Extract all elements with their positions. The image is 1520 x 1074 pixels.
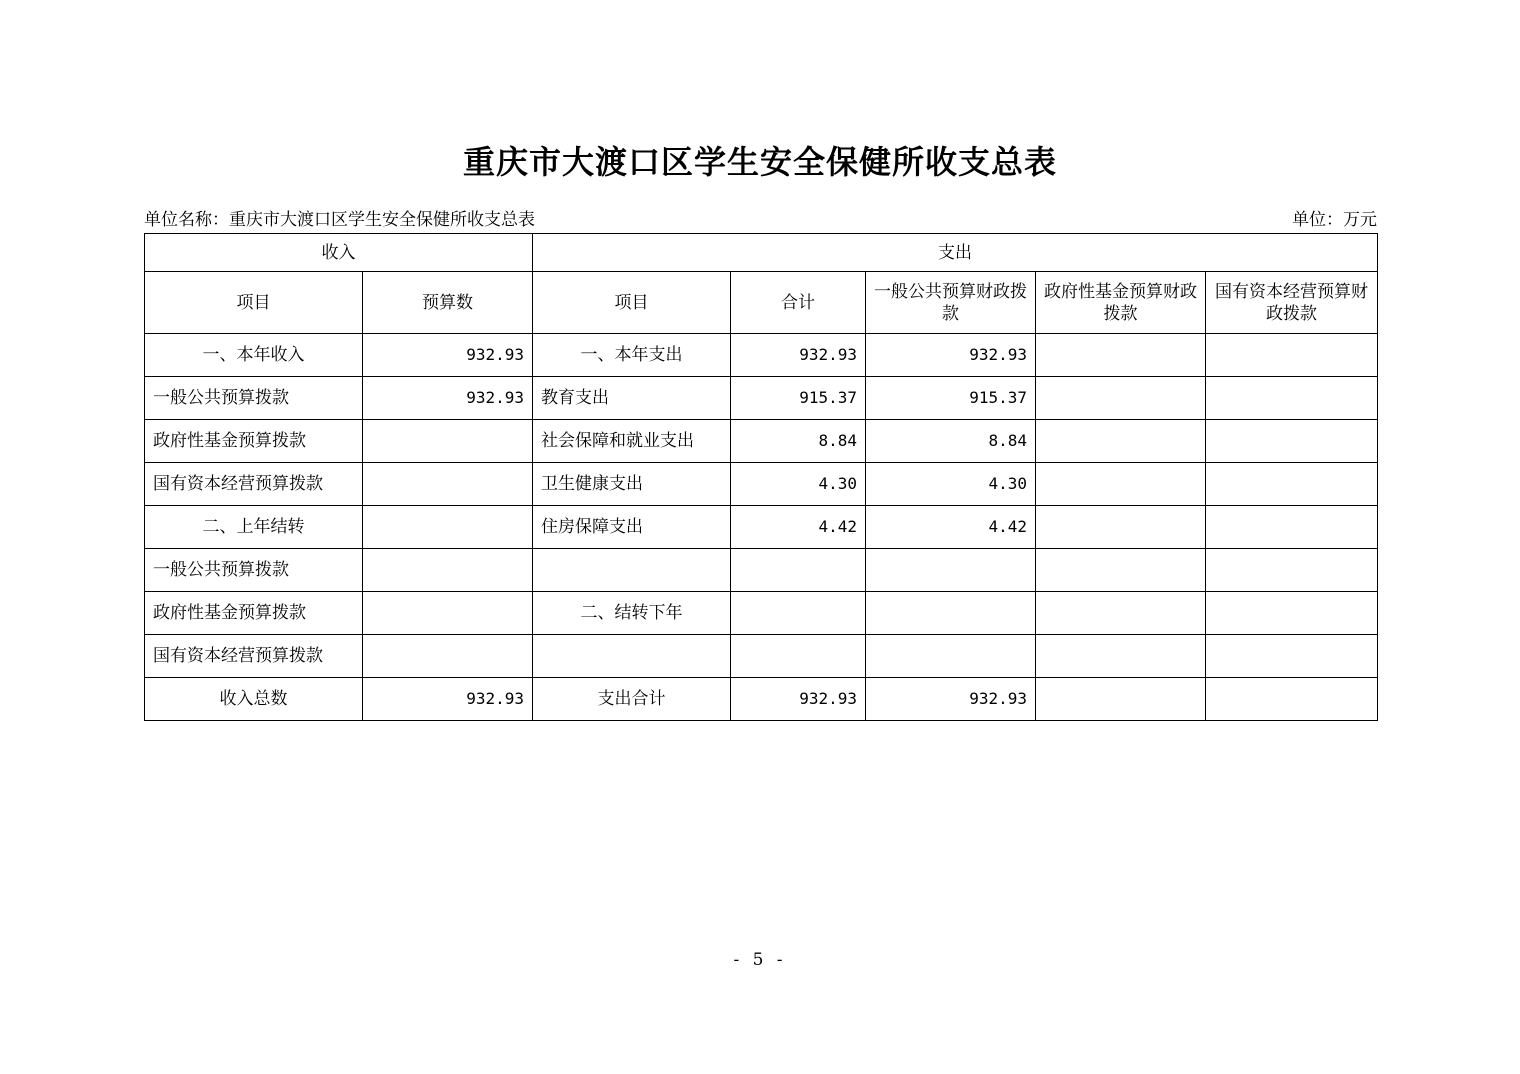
capital-cell xyxy=(1206,592,1378,635)
expense-item-cell: 支出合计 xyxy=(533,678,731,721)
fund-cell xyxy=(1036,549,1206,592)
capital-cell xyxy=(1206,678,1378,721)
table-row xyxy=(145,506,1378,549)
fund-cell xyxy=(1036,635,1206,678)
income-group-header: 收入 xyxy=(145,234,533,272)
gov-fund-header: 政府性基金预算财政拨款 xyxy=(1036,272,1206,334)
expense-item-cell: 社会保障和就业支出 xyxy=(533,420,731,463)
table-row xyxy=(145,377,1378,420)
total-cell: 915.37 xyxy=(731,377,866,420)
general-cell xyxy=(866,592,1036,635)
total-cell xyxy=(731,592,866,635)
capital-cell xyxy=(1206,635,1378,678)
page-title: 重庆市大渡口区学生安全保健所收支总表 xyxy=(462,143,1057,181)
expense-item-cell: 住房保障支出 xyxy=(533,506,731,549)
fund-cell xyxy=(1036,420,1206,463)
fund-cell xyxy=(1036,334,1206,377)
capital-cell xyxy=(1206,334,1378,377)
fund-cell xyxy=(1036,377,1206,420)
total-cell xyxy=(731,549,866,592)
general-public-header: 一般公共预算财政拨款 xyxy=(866,272,1036,334)
unit-name-label: 单位名称：重庆市大渡口区学生安全保健所收支总表 xyxy=(144,210,535,230)
general-cell: 8.84 xyxy=(866,420,1036,463)
table-row xyxy=(145,678,1378,721)
expense-item-cell: 二、结转下年 xyxy=(533,592,731,635)
general-cell xyxy=(866,635,1036,678)
page-number: - 5 - xyxy=(733,950,787,970)
general-cell: 4.42 xyxy=(866,506,1036,549)
expense-item-header: 项目 xyxy=(533,272,731,334)
total-cell: 4.42 xyxy=(731,506,866,549)
income-item-cell: 国有资本经营预算拨款 xyxy=(145,635,363,678)
expense-item-cell: 教育支出 xyxy=(533,377,731,420)
total-cell: 4.30 xyxy=(731,463,866,506)
capital-cell xyxy=(1206,549,1378,592)
table-row xyxy=(145,635,1378,678)
income-expense-table xyxy=(144,233,1378,721)
fund-cell xyxy=(1036,463,1206,506)
general-cell xyxy=(866,549,1036,592)
capital-cell xyxy=(1206,377,1378,420)
general-cell: 932.93 xyxy=(866,334,1036,377)
income-value-cell: 932.93 xyxy=(363,334,533,377)
income-value-cell: 932.93 xyxy=(363,377,533,420)
income-value-cell xyxy=(363,420,533,463)
total-cell: 8.84 xyxy=(731,420,866,463)
table-row xyxy=(145,549,1378,592)
meta-row xyxy=(144,208,1377,232)
group-header-row xyxy=(145,234,1378,272)
capital-cell xyxy=(1206,463,1378,506)
table-row xyxy=(145,463,1378,506)
income-value-cell xyxy=(363,506,533,549)
expense-item-cell: 卫生健康支出 xyxy=(533,463,731,506)
capital-cell xyxy=(1206,420,1378,463)
expense-item-cell xyxy=(533,635,731,678)
total-cell xyxy=(731,635,866,678)
income-item-header: 项目 xyxy=(145,272,363,334)
income-value-cell xyxy=(363,635,533,678)
state-capital-header: 国有资本经营预算财政拨款 xyxy=(1206,272,1378,334)
fund-cell xyxy=(1036,506,1206,549)
general-cell: 915.37 xyxy=(866,377,1036,420)
total-header: 合计 xyxy=(731,272,866,334)
table-row xyxy=(145,420,1378,463)
total-cell: 932.93 xyxy=(731,334,866,377)
expense-group-header: 支出 xyxy=(533,234,1378,272)
income-item-cell: 一、本年收入 xyxy=(145,334,363,377)
income-value-cell xyxy=(363,592,533,635)
column-header-row xyxy=(145,272,1378,334)
income-item-cell: 收入总数 xyxy=(145,678,363,721)
total-cell: 932.93 xyxy=(731,678,866,721)
income-item-cell: 国有资本经营预算拨款 xyxy=(145,463,363,506)
capital-cell xyxy=(1206,506,1378,549)
general-cell: 932.93 xyxy=(866,678,1036,721)
expense-item-cell: 一、本年支出 xyxy=(533,334,731,377)
income-item-cell: 二、上年结转 xyxy=(145,506,363,549)
expense-item-cell xyxy=(533,549,731,592)
income-item-cell: 政府性基金预算拨款 xyxy=(145,420,363,463)
income-value-cell xyxy=(363,549,533,592)
income-item-cell: 一般公共预算拨款 xyxy=(145,549,363,592)
income-item-cell: 一般公共预算拨款 xyxy=(145,377,363,420)
general-cell: 4.30 xyxy=(866,463,1036,506)
fund-cell xyxy=(1036,678,1206,721)
fund-cell xyxy=(1036,592,1206,635)
income-value-cell: 932.93 xyxy=(363,678,533,721)
unit-label: 单位：万元 xyxy=(1292,210,1377,230)
table-row xyxy=(145,334,1378,377)
budget-header: 预算数 xyxy=(363,272,533,334)
income-value-cell xyxy=(363,463,533,506)
income-item-cell: 政府性基金预算拨款 xyxy=(145,592,363,635)
table-row xyxy=(145,592,1378,635)
